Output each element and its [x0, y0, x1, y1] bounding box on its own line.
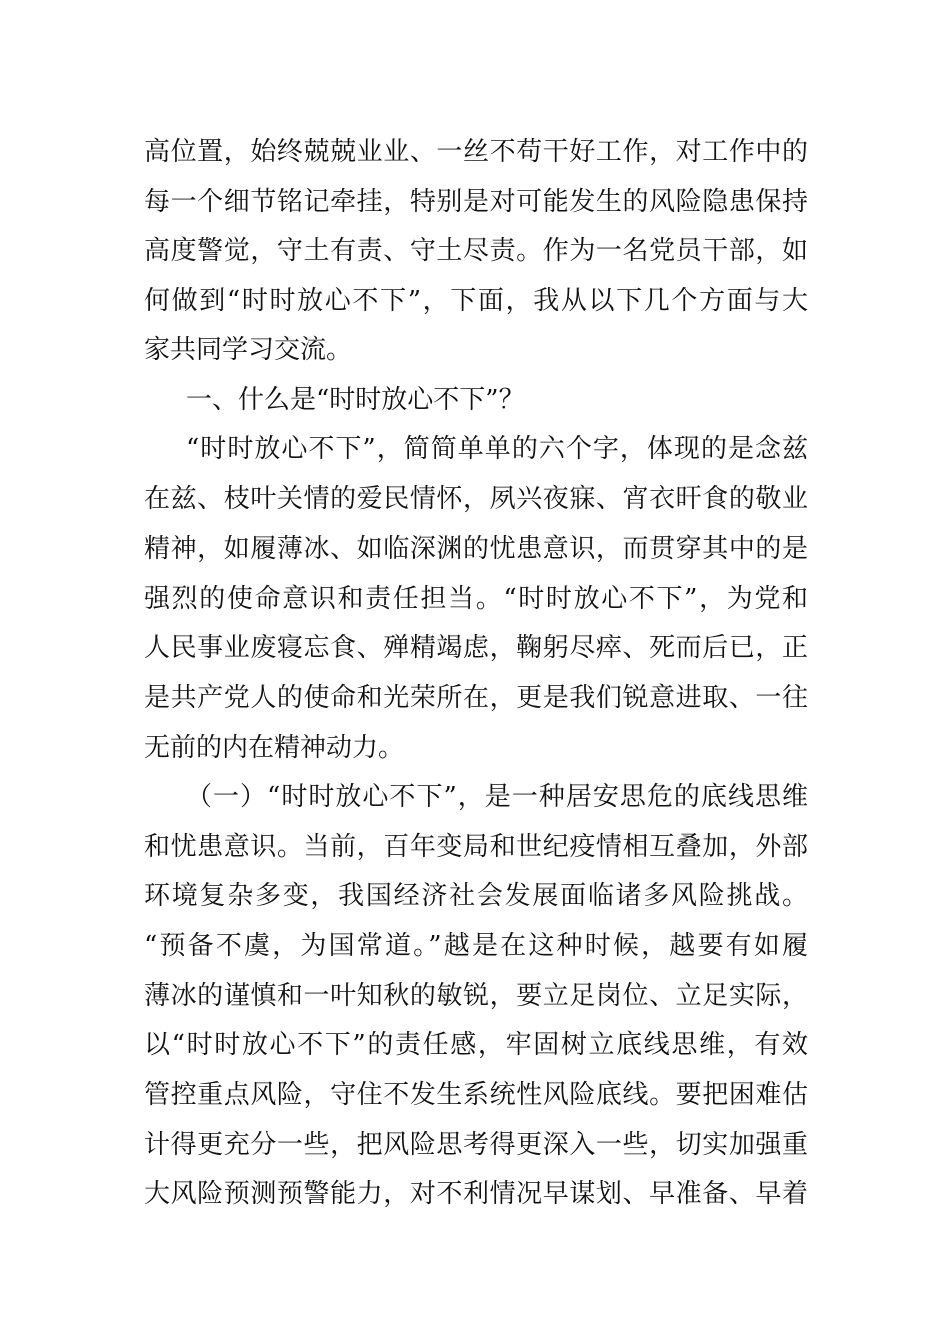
- paragraph-line: 强烈的使命意识和责任担当。“时时放心不下”，为党和: [144, 584, 808, 614]
- paragraph-line: 何做到“时时放心不下”，下面，我从以下几个方面与大: [144, 286, 808, 316]
- paragraph-line: 高度警觉，守土有责、守土尽责。作为一名党员干部，如: [144, 236, 808, 266]
- paragraph-line: “时时放心不下”，简简单单的六个字，体现的是念兹: [186, 434, 808, 464]
- paragraph-line: 大风险预测预警能力，对不利情况早谋划、早准备、早着: [144, 1179, 808, 1209]
- subsection-heading-line: （一）“时时放心不下”，是一种居安思危的底线思维: [186, 782, 808, 812]
- paragraph-line: 精神，如履薄冰、如临深渊的忧患意识，而贯穿其中的是: [144, 534, 808, 564]
- paragraph-line: 管控重点风险，守住不发生系统性风险底线。要把困难估: [144, 1080, 808, 1110]
- paragraph-line: 家共同学习交流。: [144, 335, 353, 365]
- paragraph-line: 高位置，始终兢兢业业、一丝不苟干好工作，对工作中的: [144, 137, 808, 167]
- paragraph-line: 和忧患意识。当前，百年变局和世纪疫情相互叠加，外部: [144, 832, 808, 862]
- paragraph-line: 薄冰的谨慎和一叶知秋的敏锐，要立足岗位、立足实际，: [144, 981, 808, 1011]
- paragraph-line: 人民事业废寝忘食、殚精竭虑，鞠躬尽瘁、死而后已，正: [144, 633, 808, 663]
- section-heading: 一、什么是“时时放心不下”？: [186, 385, 525, 415]
- paragraph-line: 是共产党人的使命和光荣所在，更是我们锐意进取、一往: [144, 683, 808, 713]
- paragraph-line: “预备不虞，为国常道。”越是在这种时候，越要有如履: [144, 931, 808, 961]
- paragraph-line: 每一个细节铭记牵挂，特别是对可能发生的风险隐患保持: [144, 187, 808, 217]
- paragraph-line: 以“时时放心不下”的责任感，牢固树立底线思维，有效: [144, 1030, 808, 1060]
- paragraph-line: 计得更充分一些，把风险思考得更深入一些，切实加强重: [144, 1130, 808, 1160]
- paragraph-line: 无前的内在精神动力。: [144, 733, 405, 763]
- paragraph-line: 环境复杂多变，我国经济社会发展面临诸多风险挑战。: [144, 881, 808, 911]
- paragraph-line: 在兹、枝叶关情的爱民情怀，夙兴夜寐、宵衣旰食的敬业: [144, 484, 808, 514]
